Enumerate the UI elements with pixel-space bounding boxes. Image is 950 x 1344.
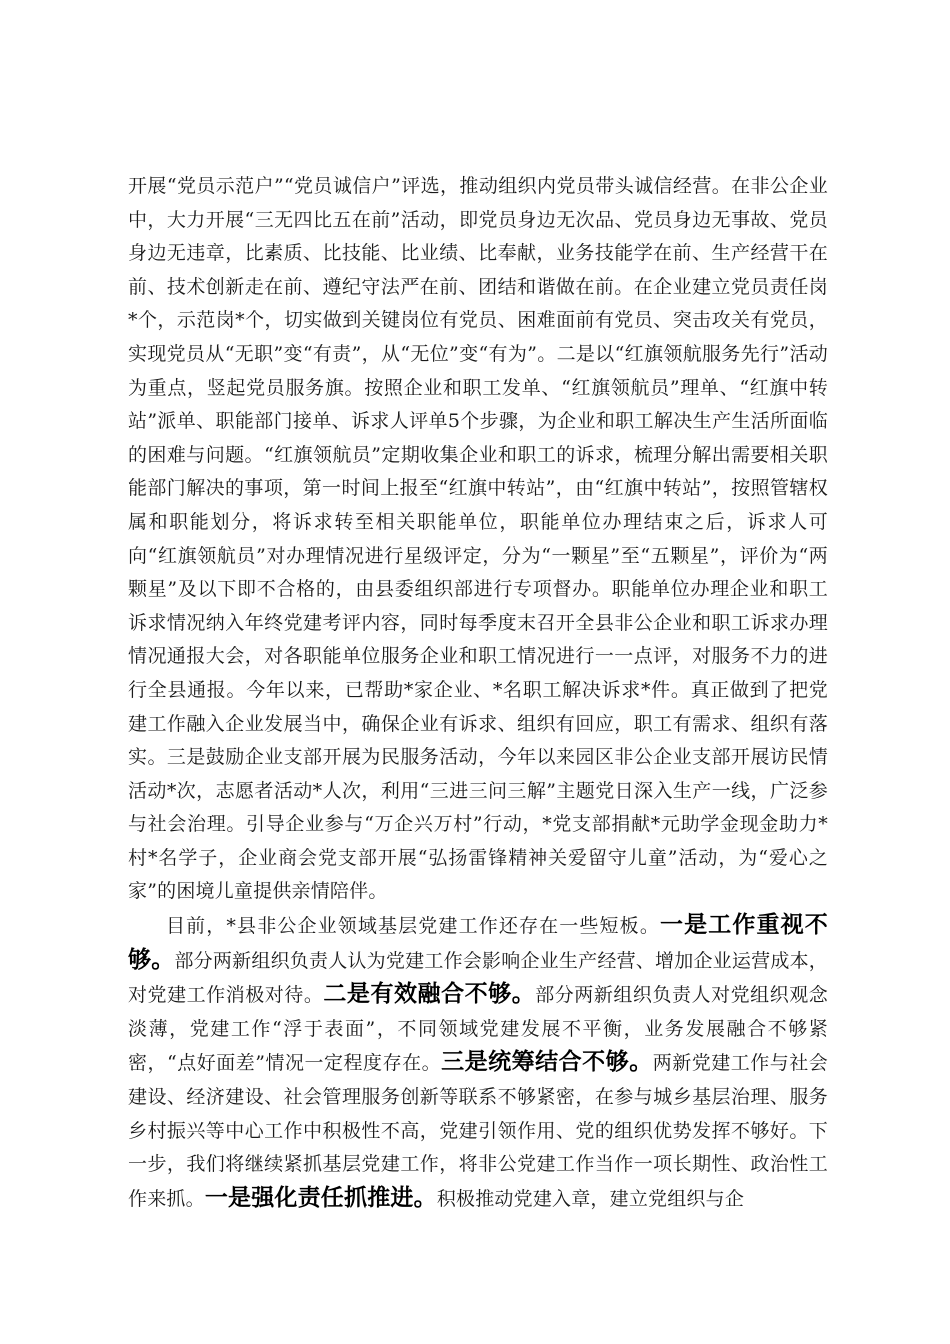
heading-effective-integration: 二是有效融合不够。: [323, 981, 536, 1008]
paragraph-1-text: 开展“党员示范户”“党员诚信户”评选，推动组织内党员带头诚信经营。在非公企业中，大力开展“三无四比五在前”活动，即党员身边无次品、党员身边无事故、党员身边无违章，比素质、比技能、比业绩、比奉献，业务技能学在前、生产经营干在前、技术创新走在前、遵纪守法严在前、团结和谐做在前。在企业建立党员责任岗*个，示范岗*个，切实做到关键岗位有党员、困难面前有党员、突击攻关有党员，实现党员从“无职”变“有责”，从“无位”变“有为”。二是以“红旗领航服务先行”活动为重点，竖起党员服务旗。按照企业和职工发单、“红旗领航员”理单、“红旗中转站”派单、职能部门接单、诉求人评单5个步骤，为企业和职工解决生产生活所面临的困难与问题。“红旗领航员”定期收集企业和职工的诉求，梳理分解出需要相关职能部门解决的事项，第一时间上报至“红旗中转站”，由“红旗中转站”，按照管辖权属和职能划分，将诉求转至相关职能单位，职能单位办理结束之后，诉求人可向“红旗领航员”对办理情况进行星级评定，分为“一颗星”至“五颗星”，评价为“两颗星”及以下即不合格的，由县委组织部进行专项督办。职能单位办理企业和职工诉求情况纳入年终党建考评内容，同时每季度末召开全县非公企业和职工诉求办理情况通报大会，对各职能单位服务企业和职工情况进行一一点评，对服务不力的进行全县通报。今年以来，已帮助*家企业、*名职工解决诉求*件。真正做到了把党建工作融入企业发展当中，确保企业有诉求、组织有回应，职工有需求、组织有落实。三是鼓励企业支部开展为民服务活动，今年以来园区非公企业支部开展访民情活动*次，志愿者活动*人次，利用“三进三问三解”主题党日深入生产一线，广泛参与社会治理。引导企业参与“万企兴万村”行动，*党支部捐献*元助学金现金助力*村*名学子，企业商会党支部开展“弘扬雷锋精神关爱留守儿童”活动，为“爱心之家”的困境儿童提供亲情陪伴。: [128, 175, 828, 903]
paragraph-2-sentence-5: 积极推动党建入章，建立党组织与企: [436, 1187, 745, 1210]
document-body: [128, 170, 828, 1216]
heading-work-attention: 一是工作重视不够。: [128, 912, 828, 973]
paragraph-2-sentence-2: 部分两新组织负责人认为党建工作会影响企业生产经营、增加企业运营成本，对党建工作消极对待。: [128, 949, 828, 1007]
paragraph-2-sentence-4: 两新党建工作与社会建设、经济建设、社会管理服务创新等联系不够紧密，在参与城乡基层治理、服务乡村振兴等中心工作中积极性不高，党建引领作用、党的组织优势发挥不够好。下一步，我们将继续紧抓基层党建工作，将非公党建工作当作一项长期性、政治性工作来抓。: [128, 1052, 828, 1210]
heading-overall-coordination: 三是统筹结合不够。: [441, 1049, 653, 1076]
paragraph-continuation: [128, 170, 828, 909]
paragraph-2-sentence-1: 目前，*县非公企业领域基层党建工作还存在一些短板。: [166, 915, 660, 938]
paragraph-2-sentence-3: 部分两新组织负责人对党组织观念淡薄，党建工作“浮于表面”，不同领域党建发展不平衡，业务发展融合不够紧密，“点好面差”情况一定程度存在。: [128, 984, 828, 1075]
paragraph-shortcomings: [128, 909, 828, 1216]
heading-strengthen-responsibility: 一是强化责任抓推进。: [204, 1184, 437, 1211]
